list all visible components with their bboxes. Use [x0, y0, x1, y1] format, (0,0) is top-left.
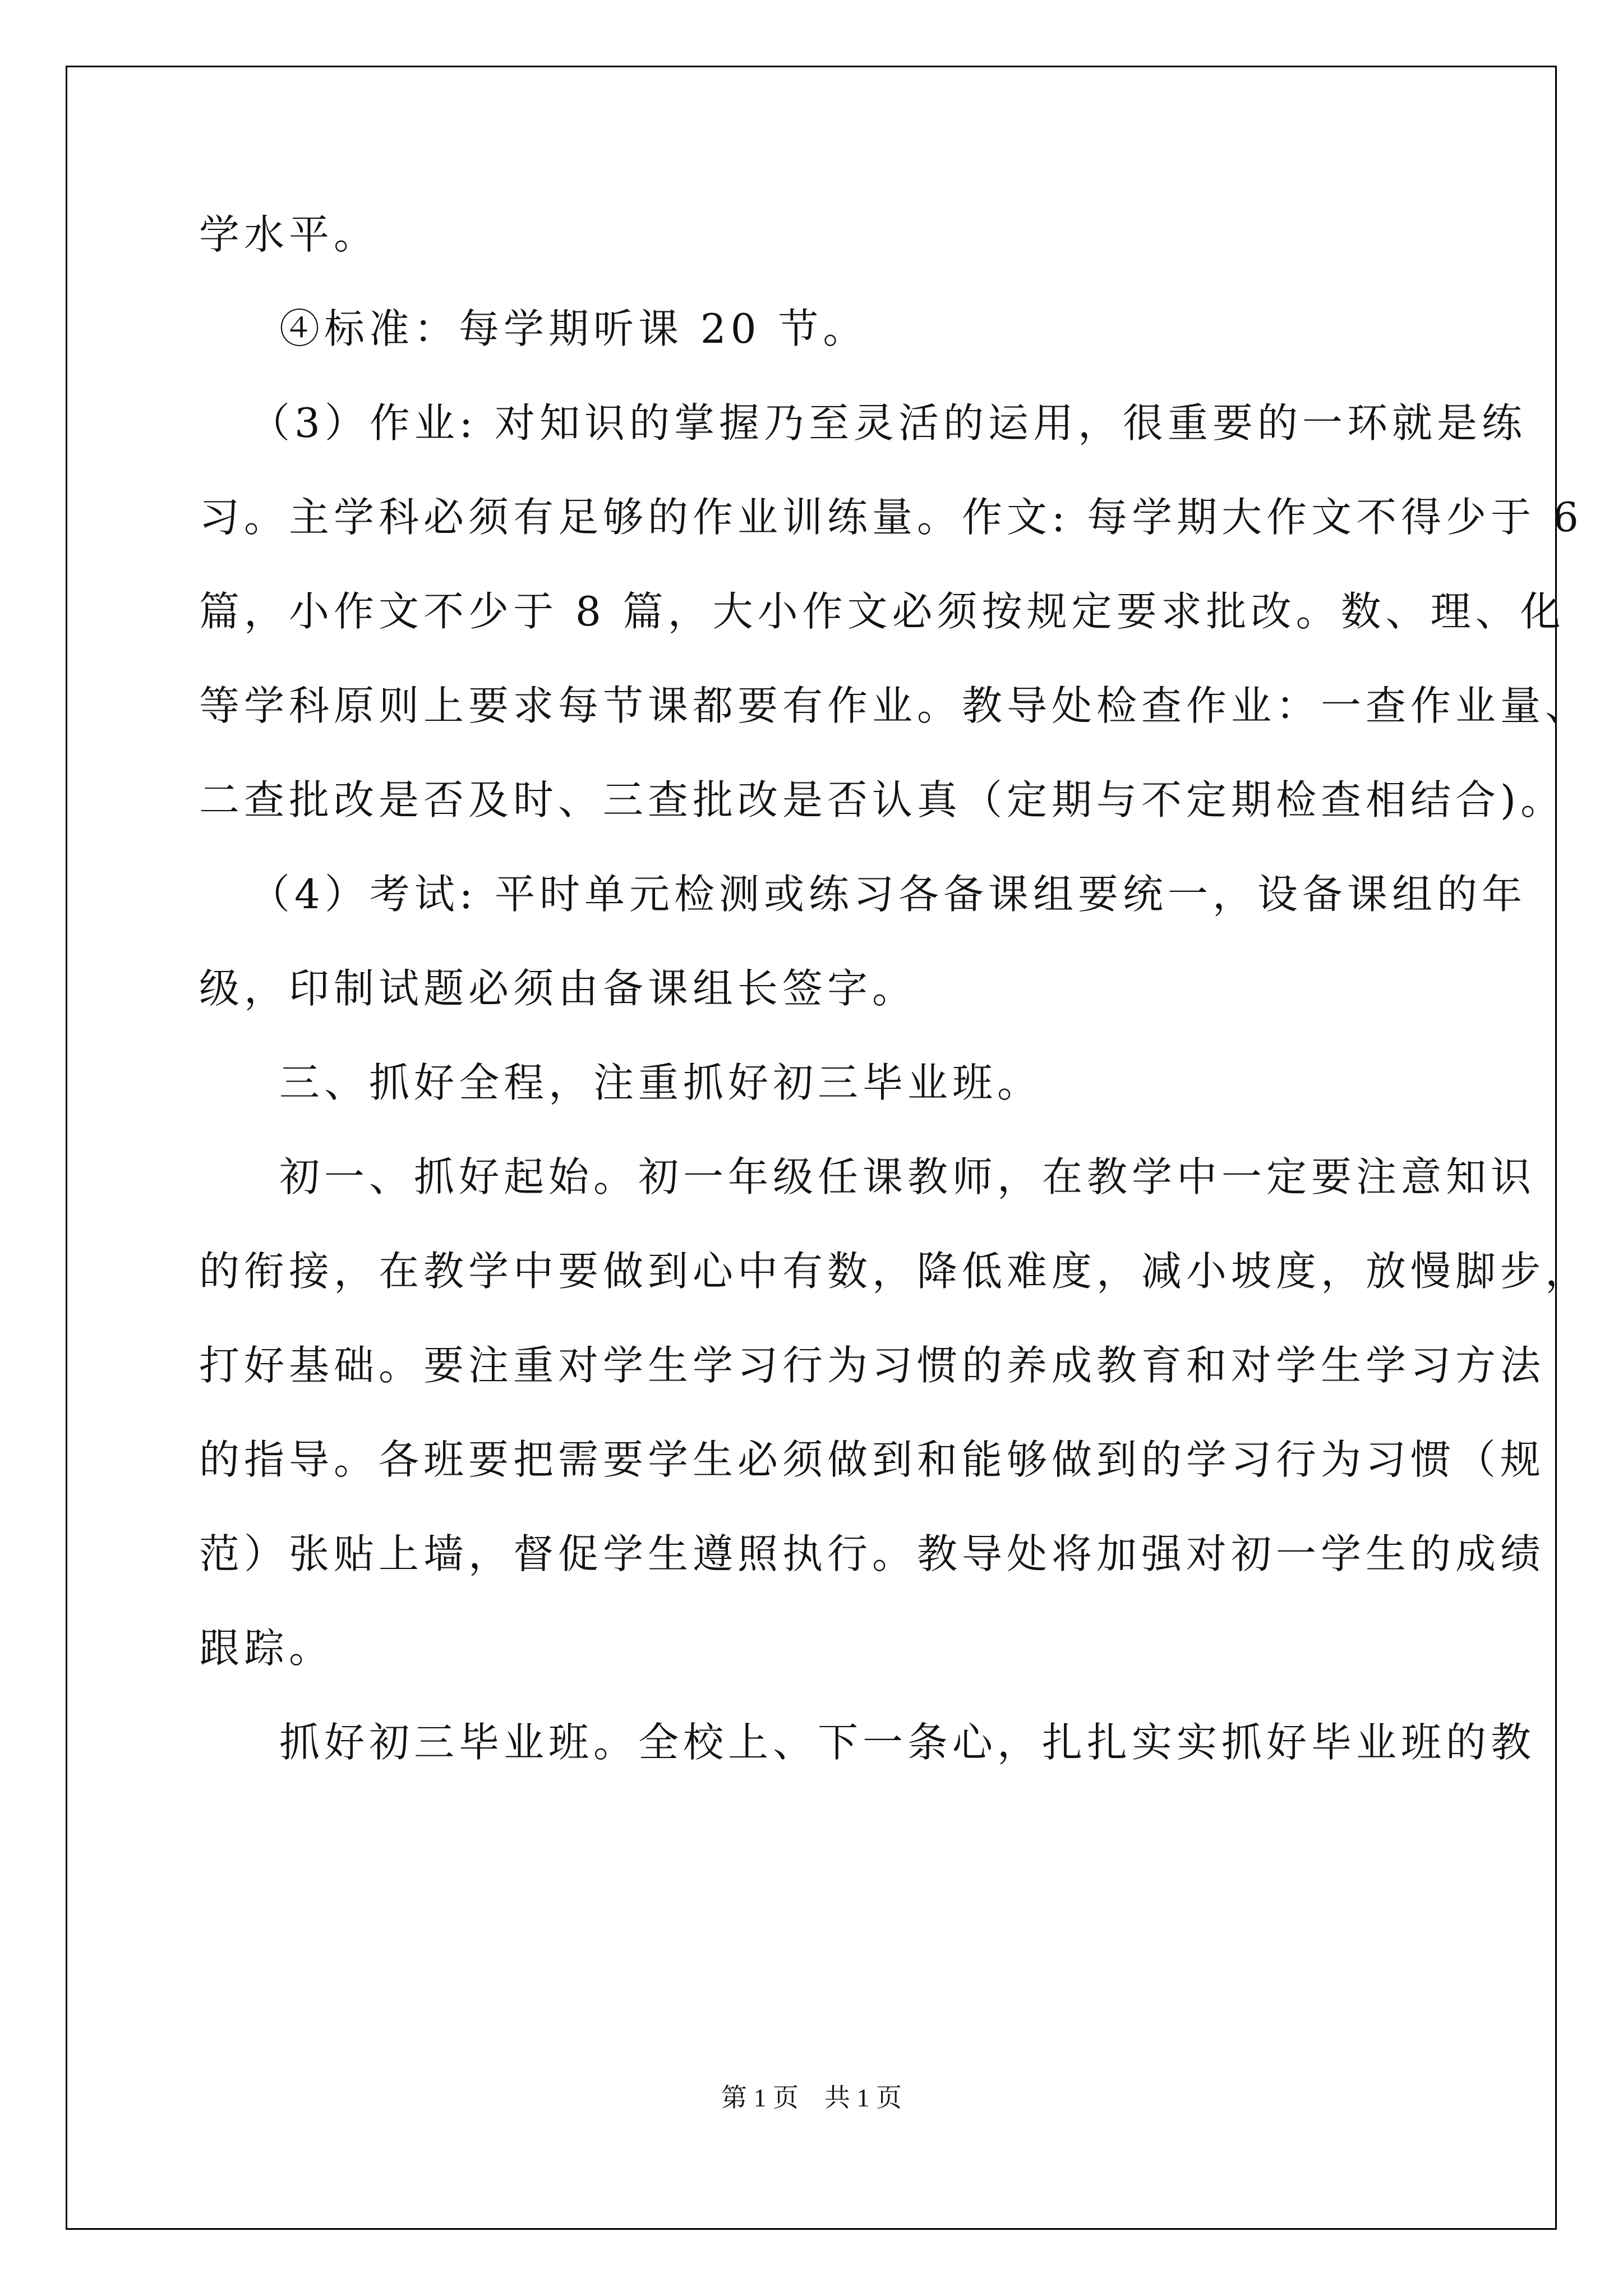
page-number-footer: 第 1 页 共 1 页: [721, 2083, 902, 2112]
text-line: 学水平。: [199, 211, 379, 258]
text-line: ④标准：每学期听课 20 节。: [279, 305, 868, 352]
text-line: 二查批改是否及时、三查批改是否认真（定期与不定期检查相结合)。: [199, 776, 1566, 823]
text-line: 篇，小作文不少于 8 篇，大小作文必须按规定要求批改。数、理、化: [199, 588, 1565, 635]
text-line: 级，印制试题必须由备课组长签字。: [199, 965, 917, 1012]
section-heading: 三、抓好全程，注重抓好初三毕业班。: [279, 1059, 1043, 1106]
text-line: 等学科原则上要求每节课都要有作业。教导处检查作业：一查作业量、: [199, 682, 1590, 729]
text-line: 抓好初三毕业班。全校上、下一条心，扎扎实实抓好毕业班的教: [279, 1719, 1536, 1766]
text-line: 初一、抓好起始。初一年级任课教师，在教学中一定要注意知识: [279, 1153, 1536, 1200]
page-border: [66, 66, 1557, 2230]
text-line: （3）作业: 对知识的掌握乃至灵活的运用，很重要的一环就是练: [250, 399, 1527, 447]
text-line: 习。主学科必须有足够的作业训练量。作文: 每学期大作文不得少于 6: [199, 494, 1583, 541]
text-line: 范）张贴上墙，督促学生遵照执行。教导处将加强对初一学生的成绩: [199, 1530, 1546, 1577]
text-line: （4）考试: 平时单元检测或练习各备课组要统一，设备课组的年: [250, 871, 1527, 918]
text-line: 跟踪。: [199, 1625, 334, 1672]
text-line: 的指导。各班要把需要学生必须做到和能够做到的学习行为习惯（规: [199, 1436, 1546, 1483]
text-line: 的衔接，在教学中要做到心中有数，降低难度，减小坡度，放慢脚步，: [199, 1248, 1590, 1295]
text-line: 打好基础。要注重对学生学习行为习惯的养成教育和对学生学习方法: [199, 1342, 1546, 1389]
